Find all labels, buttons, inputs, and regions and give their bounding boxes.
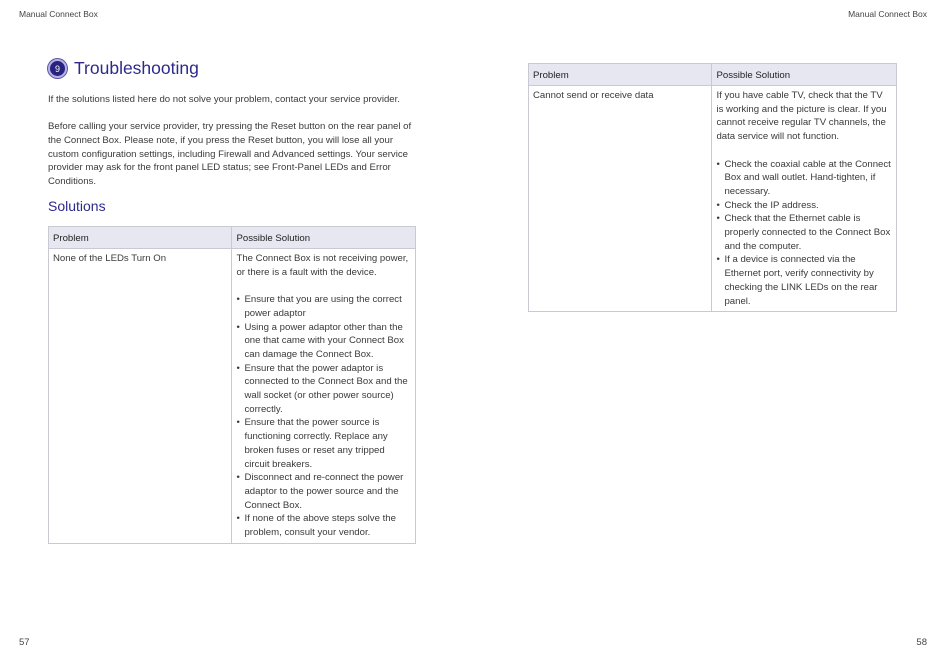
running-header-left: Manual Connect Box xyxy=(19,9,98,19)
problem-cell: Cannot send or receive data xyxy=(529,86,712,312)
list-item: • Check that the Ethernet cable is properly connected to the Connect Box and the computer. xyxy=(716,212,892,253)
list-item: • Check the coaxial cable at the Connect Box and wall outlet. Hand-tighten, if necessary. xyxy=(716,158,892,199)
running-header-right: Manual Connect Box xyxy=(848,9,927,19)
list-item: • Check the IP address. xyxy=(716,199,892,213)
solutions-heading: Solutions xyxy=(48,198,106,214)
list-item: • Ensure that you are using the correct power adaptor xyxy=(236,293,411,320)
solution-cell xyxy=(232,249,416,544)
section-heading xyxy=(48,58,199,79)
list-item: • Ensure that the power adaptor is connected to the Connect Box and the wall socket (or other power source) correctly. xyxy=(236,362,411,417)
page-number-right: 58 xyxy=(916,637,927,648)
column-header-problem: Problem xyxy=(49,227,232,249)
page-number-left: 57 xyxy=(19,637,30,648)
solution-bullet-list xyxy=(716,158,892,309)
table-row xyxy=(49,249,416,544)
column-header-problem: Problem xyxy=(529,64,712,86)
section-number-badge: 9 xyxy=(48,59,67,78)
intro-paragraph: If the solutions listed here do not solve your problem, contact your service provider. xyxy=(48,94,400,105)
list-item: • Ensure that the power source is functioning correctly. Replace any broken fuses or reset any tripped circuit breakers. xyxy=(236,416,411,471)
list-item: • If a device is connected via the Ethernet port, verify connectivity by checking the LINK LEDs on the rear panel. xyxy=(716,253,892,308)
section-title: Troubleshooting xyxy=(74,58,199,78)
column-header-solution: Possible Solution xyxy=(712,64,897,86)
table-header-row xyxy=(529,64,897,86)
solution-intro: The Connect Box is not receiving power, or there is a fault with the device. xyxy=(236,253,409,278)
body-paragraph: Before calling your service provider, try pressing the Reset button on the rear panel of the Connect Box. Please note, if you press the Reset button, you will lose all your custom configuration settings, including Firewall and Advanced settings. Your service provider may ask for the front panel LED status; see Front-Panel LEDs and Error Conditions. xyxy=(48,121,412,188)
list-item: • Disconnect and re-connect the power adaptor to the power source and the Connect Box. xyxy=(236,471,411,512)
problem-cell: None of the LEDs Turn On xyxy=(49,249,232,544)
troubleshooting-table-leds xyxy=(48,226,416,544)
table-header-row xyxy=(49,227,416,249)
solution-intro: If you have cable TV, check that the TV is working and the picture is clear. If you cannot receive regular TV channels, the data service will not function. xyxy=(716,90,887,143)
list-item: • If none of the above steps solve the problem, consult your vendor. xyxy=(236,512,411,539)
troubleshooting-table-data xyxy=(528,63,897,312)
solution-bullet-list xyxy=(236,293,411,540)
list-item: • Using a power adaptor other than the one that came with your Connect Box can damage the Connect Box. xyxy=(236,321,411,362)
solution-cell xyxy=(712,86,897,312)
table-row xyxy=(529,86,897,312)
column-header-solution: Possible Solution xyxy=(232,227,416,249)
